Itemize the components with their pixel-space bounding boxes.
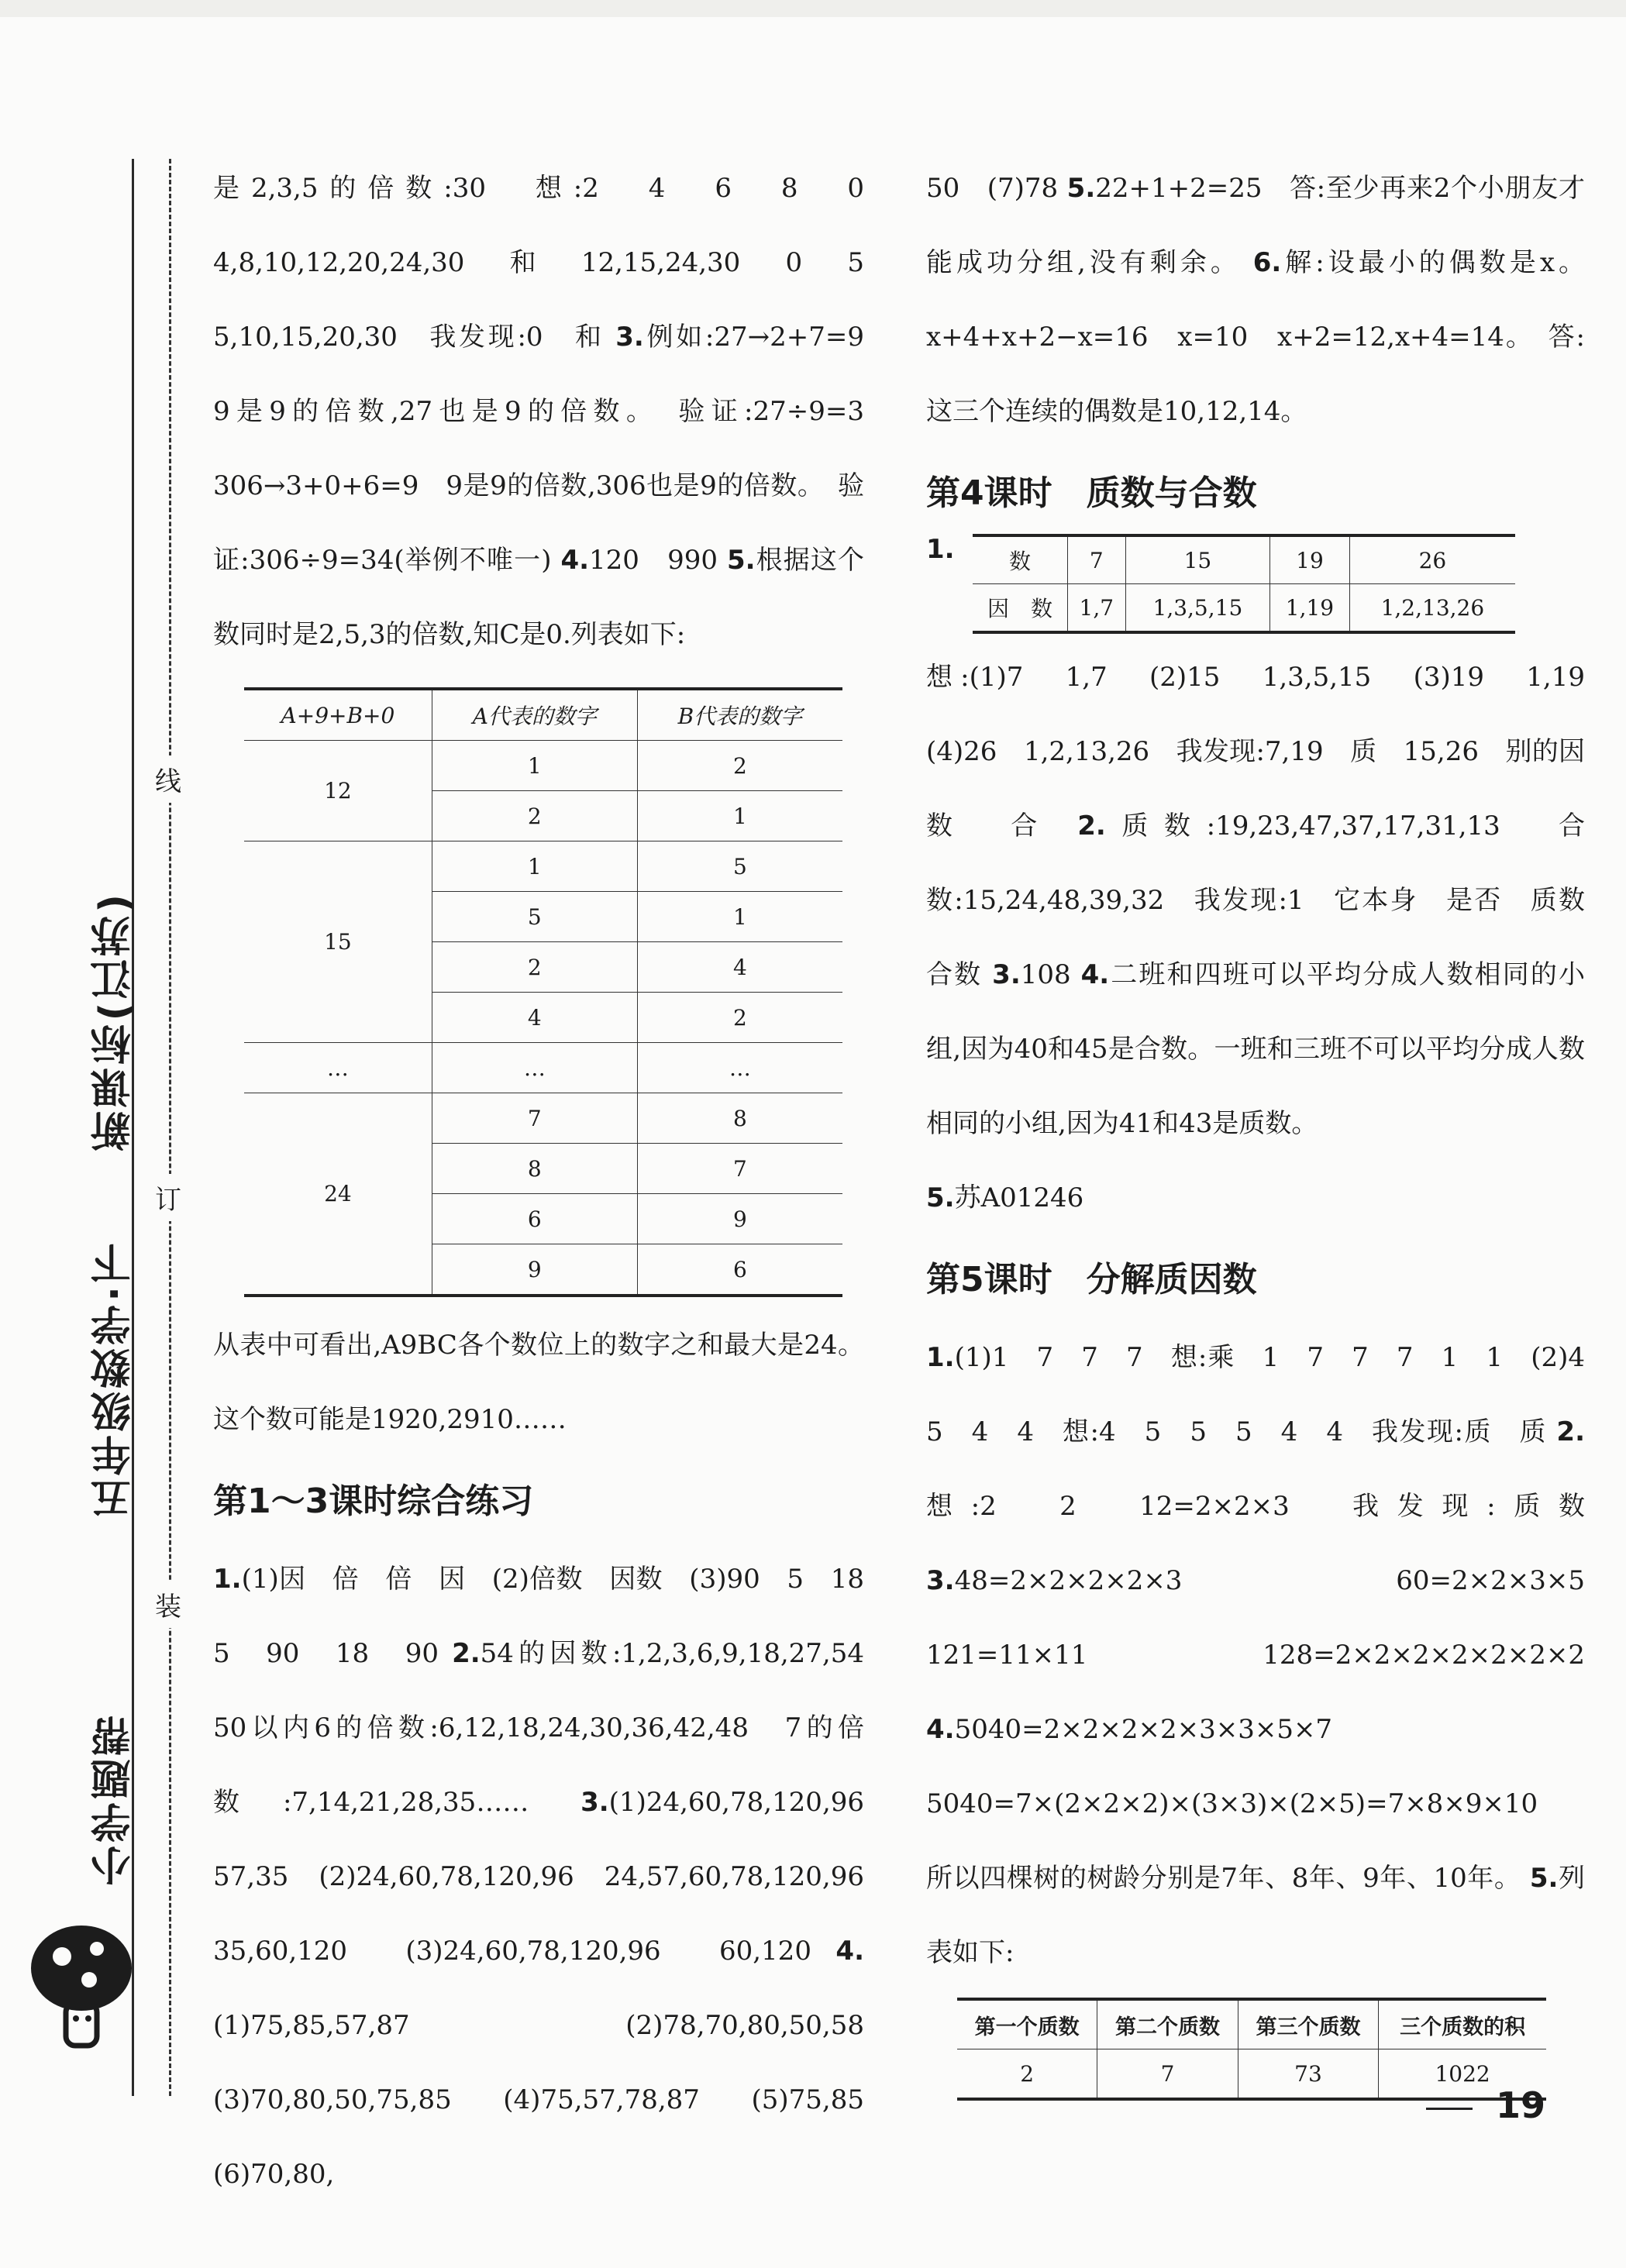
- table-cell: 6: [637, 1244, 842, 1296]
- table-cell: 2: [957, 2049, 1097, 2100]
- table-cell: 数: [973, 535, 1068, 584]
- cut-mark-ding: 订: [155, 1174, 181, 1221]
- grade-label: 五年级数学·下: [91, 1240, 138, 1519]
- brand-label: 小学题帮: [91, 1712, 138, 1886]
- table-header: 第一个质数: [957, 1999, 1097, 2049]
- table-cell: 1: [637, 892, 842, 942]
- table-cell: …: [637, 1043, 842, 1093]
- table-cell: 2: [432, 942, 637, 993]
- page-number: 19: [1496, 2084, 1546, 2126]
- table-cell-sum: 12: [244, 741, 432, 841]
- table-cell: 9: [637, 1194, 842, 1244]
- left-column: [213, 151, 891, 2211]
- section-heading-1-3: 第1～3课时综合练习: [213, 1482, 534, 1521]
- table-cell: 73: [1238, 2049, 1378, 2100]
- table-cell-sum: 15: [244, 841, 432, 1043]
- cut-mark-xian: 线: [155, 755, 181, 803]
- table-cell: 6: [432, 1194, 637, 1244]
- prime-product-table: [957, 1998, 1546, 2101]
- table-header: 第三个质数: [1238, 1999, 1378, 2049]
- table-cell: 因 数: [973, 584, 1068, 633]
- ab-digit-table: [244, 687, 842, 1297]
- table-cell: 7: [432, 1093, 637, 1144]
- table-cell: 4: [637, 942, 842, 993]
- table-cell-sum: 24: [244, 1093, 432, 1296]
- table-cell: …: [432, 1043, 637, 1093]
- table-cell: 8: [432, 1144, 637, 1194]
- table-cell: 1,2,13,26: [1349, 584, 1515, 633]
- table-cell: 5: [637, 841, 842, 892]
- edition-label: 新课标(江苏): [91, 891, 138, 1151]
- table-cell: 19: [1270, 535, 1350, 584]
- page-number-dash: [1426, 2108, 1473, 2110]
- table-cell: 1,7: [1068, 584, 1126, 633]
- table-header: A代表的数字: [432, 689, 637, 741]
- table-cell: 9: [432, 1244, 637, 1296]
- section-heading-4: 第4课时 质数与合数: [926, 473, 1257, 513]
- right-column: [926, 151, 1611, 2101]
- factor-table: [973, 534, 1515, 634]
- table-cell: 2: [637, 741, 842, 791]
- q1-factor-block: [926, 534, 1585, 634]
- lesson5-answers: 1.(1)1 7 7 7 想:乘 1 7 7 7 1 1 (2)4 5 4 4 想:4 5 5 5 4 4 我发现:质 质 2.想:2 2 12=2×2×3 我发现:质数 3.48=2×2×2×2×3 60=2×2×3×5 121=11×11 128=2×2×2×2×2×2×2 4.5040=2×2×2×2×3×3×5×7 5040=7×(2×2×2)×(3×3)×(2×5)=7×8×9×10 所以四棵树的树龄分别是7年、8年、9年、10年。 5.列表如下:: [926, 1342, 1611, 1968]
- table-cell: 1,3,5,15: [1125, 584, 1270, 633]
- table-cell: 1: [637, 791, 842, 841]
- table-cell: 15: [1125, 535, 1270, 584]
- table-cell: 26: [1349, 535, 1515, 584]
- q1-number: 1.: [926, 534, 955, 565]
- table-cell: 5: [432, 892, 637, 942]
- cut-line: [169, 159, 171, 2096]
- table-cell: 8: [637, 1093, 842, 1144]
- table-cell: 1: [432, 741, 637, 791]
- table-cell: 4: [432, 993, 637, 1043]
- table-cell: 2: [637, 993, 842, 1043]
- table-cell: 7: [637, 1144, 842, 1194]
- right-paragraph-0: 50 (7)78 5.22+1+2=25 答:至少再来2个小朋友才能成功分组,没有剩余。 6.解:设最小的偶数是x。x+4+x+2−x=16 x=10 x+2=12,x+4=14。 答:这三个连续的偶数是10,12,14。: [926, 173, 1586, 427]
- mushroom-logo-icon: [23, 1914, 140, 2061]
- exercise-answers: 1.(1)因 倍 倍 因 (2)倍数 因数 (3)90 5 18 5 90 18 90 2.54的因数:1,2,3,6,9,18,27,54 50以内6的倍数:6,12,18,24,30,36,42,48 7的倍数:7,14,21,28,35…… 3.(1)24,60,78,120,96 57,35 (2)24,60,78,120,96 24,57,60,78,120,96 35,60,120 (3)24,60,78,120,96 60,120 4.(1)75,85,57,87 (2)78,70,80,50,58 (3)70,80,50,75,85 (4)75,57,78,87 (5)75,85 (6)70,80,: [213, 1564, 891, 2190]
- table-header: 三个质数的积: [1379, 1999, 1546, 2049]
- lesson4-answers: 想:(1)7 1,7 (2)15 1,3,5,15 (3)19 1,19 (4)26 1,2,13,26 我发现:7,19 质 15,26 别的因数 合 2.质数:19,23,47,37,17,31,13 合数:15,24,48,39,32 我发现:1 它本身 是否 质数 合数 3.108 4.二班和四班可以平均分成人数相同的小组,因为40和45是合数。一班和三班不可以平均分成人数相同的小组,因为41和43是质数。 5.苏A01246: [926, 662, 1611, 1213]
- cut-mark-zhuang: 装: [155, 1581, 181, 1628]
- table-cell: 1: [432, 841, 637, 892]
- table-header: A+9+B+0: [244, 689, 432, 741]
- table-header: 第二个质数: [1097, 1999, 1238, 2049]
- table-cell: 2: [432, 791, 637, 841]
- left-paragraph-2: 从表中可看出,A9BC各个数位上的数字之和最大是24。这个数可能是1920,2910……: [213, 1330, 864, 1435]
- table-cell: 1022: [1379, 2049, 1546, 2100]
- top-edge: [0, 0, 1626, 17]
- table-cell: 1,19: [1270, 584, 1350, 633]
- left-paragraph-1: 是2,3,5的倍数:30 想:2 4 6 8 0 4,8,10,12,20,24,30 和 12,15,24,30 0 5 5,10,15,20,30 我发现:0 和 3.例如:27→2+7=9 9是9的倍数,27也是9的倍数。 验证:27÷9=3 306→3+0+6=9 9是9的倍数,306也是9的倍数。 验证:306÷9=34(举例不唯一) 4.120 990 5.根据这个数同时是2,5,3的倍数,知C是0.列表如下:: [213, 173, 891, 650]
- section-heading-5: 第5课时 分解质因数: [926, 1260, 1257, 1299]
- table-header: B代表的数字: [637, 689, 842, 741]
- table-cell: 7: [1097, 2049, 1238, 2100]
- table-cell: 7: [1068, 535, 1126, 584]
- table-cell-sum: …: [244, 1043, 432, 1093]
